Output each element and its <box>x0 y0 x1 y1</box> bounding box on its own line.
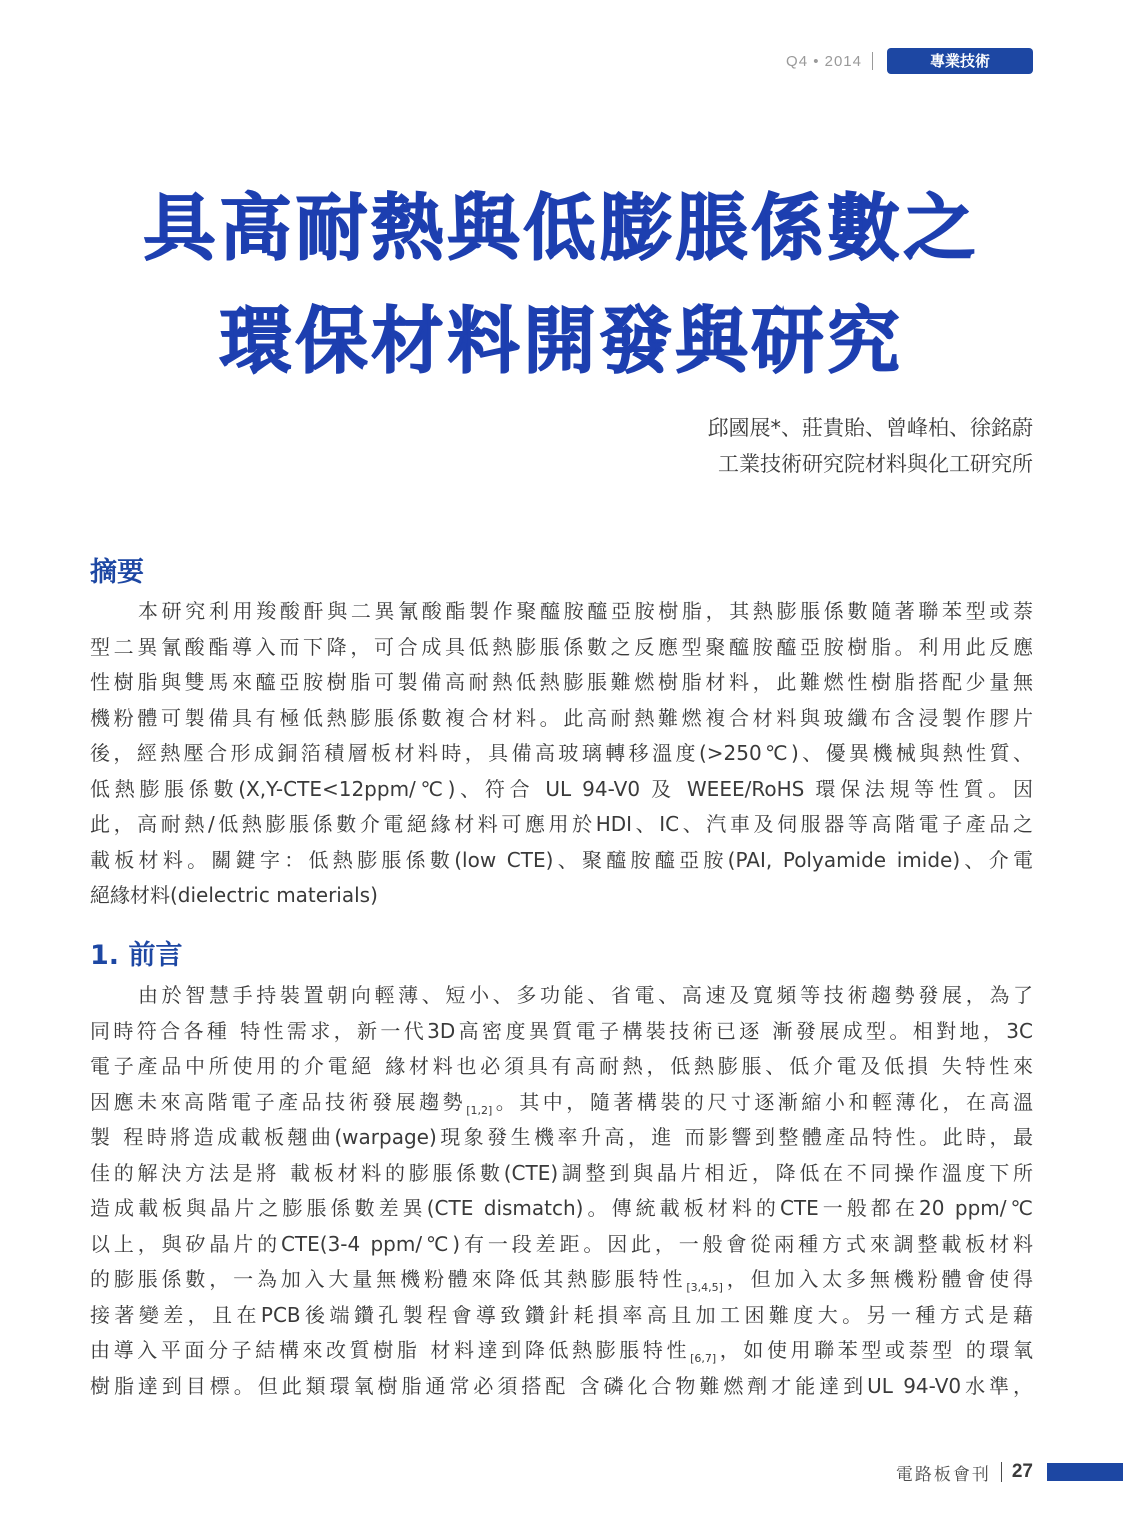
intro-line: 接著變差，且在PCB後端鑽孔製程會導致鑽針耗損率高且加工困難度大。另一種方式是藉 <box>90 1302 1033 1327</box>
intro-text: 由導入平面分子結構來改質樹脂 材料達到降低熱膨脹特性 <box>90 1338 691 1362</box>
intro-paragraph <box>90 978 1033 1404</box>
citation-ref: [3,4,5] <box>686 1281 723 1294</box>
abstract-line: 性樹脂與雙馬來醯亞胺樹脂可製備高耐熱低熱膨脹難燃樹脂材料，此難燃性樹脂搭配少量無 <box>90 670 1033 694</box>
intro-text: 的膨脹係數，一為加入大量無機粉體來降低其熱膨脹特性 <box>90 1267 687 1291</box>
abstract-line: 此，高耐熱/低熱膨脹係數介電絕緣材料可應用於HDI、IC、汽車及伺服器等高階電子產品之 <box>90 812 1033 836</box>
footer-accent-bar <box>1047 1463 1123 1481</box>
abstract-line: 絕緣材料(dielectric materials) <box>90 883 378 907</box>
abstract-line: 低熱膨脹係數(X,Y-CTE<12ppm/℃)、符合 UL 94-V0 及 WEEE/RoHS 環保法規等性質。因 <box>90 776 1033 801</box>
intro-line: 佳的解決方法是將 載板材料的膨脹係數(CTE)調整到與晶片相近，降低在不同操作溫度下所 <box>90 1160 1033 1185</box>
intro-text: ，如使用聯苯型或萘型 的環氧 <box>716 1338 1034 1362</box>
intro-heading: 1. 前言 <box>90 940 183 971</box>
intro-line: 同時符合各種 特性需求，新一代3D高密度異質電子構裝技術已逐 漸發展成型。相對地，3C <box>90 1018 1033 1043</box>
intro-text: 因應未來高階電子產品技術發展趨勢 <box>90 1089 467 1114</box>
author-block <box>708 410 1034 482</box>
abstract-line: 機粉體可製備具有極低熱膨脹係數複合材料。此高耐熱難燃複合材料與玻纖布含浸製作膠片 <box>90 705 1033 730</box>
abstract-heading: 摘要 <box>90 557 144 588</box>
intro-line: 樹脂達到目標。但此類環氧樹脂通常必須搭配 含磷化合物難燃劑才能達到UL 94-V0水準， <box>90 1373 1033 1398</box>
intro-line: 製 程時將造成載板翹曲(warpage)現象發生機率升高，進 而影響到整體產品特性。此時，最 <box>90 1125 1033 1149</box>
intro-line: 電子產品中所使用的介電絕 緣材料也必須具有高耐熱，低熱膨脹、低介電及低損 失特性來 <box>90 1054 1033 1078</box>
section-badge: 專業技術 <box>887 48 1033 74</box>
abstract-paragraph <box>90 594 1033 914</box>
intro-line <box>90 1333 1033 1369</box>
author-affiliation: 工業技術研究院材料與化工研究所 <box>718 452 1033 476</box>
citation-ref: [6,7] <box>690 1352 717 1365</box>
author-names: 邱國展*、莊貴貽、曾峰柏、徐銘蔚 <box>707 416 1033 440</box>
article-title-line-2: 環保材料開發與研究 <box>219 299 904 383</box>
footer-divider <box>1001 1462 1002 1482</box>
intro-text: ，但加入太多無機粉體會使得 <box>722 1267 1034 1291</box>
abstract-line: 後，經熱壓合形成銅箔積層板材料時，具備高玻璃轉移溫度(>250℃)、優異機械與熱性質、 <box>90 741 1033 765</box>
intro-line <box>90 1262 1033 1298</box>
intro-line: 以上，與矽晶片的CTE(3-4 ppm/℃)有一段差距。因此，一般會從兩種方式來調整載板材料 <box>90 1231 1033 1256</box>
citation-ref: [1,2] <box>466 1103 493 1117</box>
intro-line <box>90 1085 1033 1121</box>
page-header <box>786 48 1033 74</box>
abstract-line: 載板材料。關鍵字：低熱膨脹係數(low CTE)、聚醯胺醯亞胺(PAI, Polyamide imide)、介電 <box>90 847 1033 872</box>
page-number: 27 <box>1011 1461 1033 1482</box>
intro-line: 造成載板與晶片之膨脹係數差異(CTE dismatch)。傳統載板材料的CTE一般都在20 ppm/℃ <box>90 1196 1033 1220</box>
article-title-line-1: 具高耐熱與低膨脹係數之 <box>143 186 980 270</box>
abstract-line: 型二異氰酸酯導入而下降，可合成具低熱膨脹係數之反應型聚醯胺醯亞胺樹脂。利用此反應 <box>90 634 1033 659</box>
issue-label: Q4 • 2014 <box>786 52 862 70</box>
header-divider <box>872 52 873 70</box>
intro-text: 。其中，隨著構裝的尺寸逐漸縮小和輕薄化，在高溫 <box>492 1089 1034 1114</box>
abstract-line: 本研究利用羧酸酐與二異氰酸酯製作聚醯胺醯亞胺樹脂，其熱膨脹係數隨著聯苯型或萘 <box>138 599 1033 623</box>
page-footer <box>896 1458 1123 1486</box>
intro-line: 由於智慧手持裝置朝向輕薄、短小、多功能、省電、高速及寬頻等技術趨勢發展，為了 <box>138 983 1033 1007</box>
magazine-name: 電路板會刊 <box>895 1464 991 1485</box>
